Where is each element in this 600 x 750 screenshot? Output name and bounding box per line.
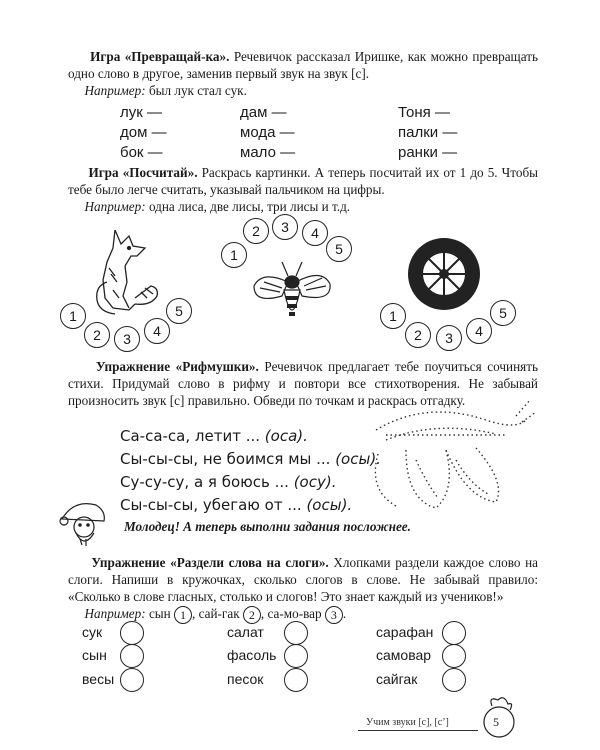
praise-text: Молодец! А теперь выполни задания посложнее.: [124, 519, 411, 534]
word-dam: дам —: [240, 104, 287, 121]
game2-paragraph: [68, 164, 538, 215]
syllable-word-suk: сук: [82, 624, 103, 640]
answer-circle-suk[interactable]: [120, 621, 144, 645]
gnome-illustration: [56, 495, 112, 551]
fox-number-3: 3: [114, 326, 140, 352]
answer-circle-samovar[interactable]: [442, 644, 466, 668]
bee-number-2: 2: [243, 218, 269, 244]
game2-title: Игра «Посчитай».: [88, 165, 198, 180]
bee-illustration: [248, 252, 338, 330]
word-malo: мало —: [240, 144, 296, 161]
wheel-number-1: 1: [380, 303, 406, 329]
wheel-number-3: 3: [436, 325, 462, 351]
poem-line-4: Сы-сы-сы, убегаю от ... (осы).: [120, 496, 353, 514]
syllable-word-sarafan: сарафан: [376, 624, 434, 640]
word-palki: палки —: [398, 124, 458, 141]
fox-number-5: 5: [166, 298, 192, 324]
fox-number-1: 1: [60, 303, 86, 329]
word-luk: лук —: [120, 104, 162, 121]
answer-circle-syn[interactable]: [120, 644, 144, 668]
game1-example-label: Например:: [84, 83, 146, 98]
bee-number-3: 3: [272, 214, 298, 240]
game2-example-label: Например:: [84, 199, 146, 214]
poem-line-1: Са-са-са, летит ... (оса).: [120, 427, 308, 445]
syllable-word-salat: салат: [227, 624, 264, 640]
dotted-wasp-illustration: [366, 390, 541, 515]
wheel-illustration: [406, 236, 482, 312]
word-tonya: Тоня —: [398, 104, 450, 121]
answer-circle-salat[interactable]: [284, 621, 308, 645]
syllable-word-fasol: фасоль: [227, 647, 277, 663]
exercise2-text: Хлопками раздели каждое слово на слоги. Напиши в кружочках, сколько слогов в слове. Не забывай правило: «Сколько в слове гласных, столько и слогов! Это знает каждый из учеников!»: [68, 555, 539, 604]
wheel-number-2: 2: [405, 322, 431, 348]
word-moda: мода —: [240, 124, 295, 141]
fox-number-2: 2: [84, 322, 110, 348]
leaf-icon: [474, 692, 524, 742]
answer-circle-fasol[interactable]: [284, 644, 308, 668]
bee-number-5: 5: [326, 236, 352, 262]
example-circle-3: 3: [325, 606, 343, 624]
exercise1-text: Речевичок предлагает тебе поучиться сочинять стихи. Придумай слово в рифму и повтори все стихотворения. Не забывай произносить звук [с] правильно. Обведи по точкам и раскрась отгадку.: [68, 359, 538, 408]
wheel-number-5: 5: [490, 300, 516, 326]
game1-text: Речевичок рассказал Иришке, как можно превращать одно слово в другое, заменив первый звук на звук [с].: [68, 49, 539, 81]
exercise1-title: Упражнение «Рифмушки».: [95, 359, 259, 374]
fox-illustration: [85, 222, 165, 322]
exercise2-example-label: Например:: [84, 606, 146, 621]
syllable-word-samovar: самовар: [376, 647, 432, 663]
wheel-number-4: 4: [466, 318, 492, 344]
game1-example-text: был лук стал сук.: [145, 83, 247, 98]
fox-number-4: 4: [144, 318, 170, 344]
example-circle-1: 1: [174, 606, 192, 624]
answer-circle-vesy[interactable]: [120, 668, 144, 692]
word-bok: бок —: [120, 144, 163, 161]
exercise2-title: Упражнение «Раздели слова на слоги».: [91, 555, 329, 570]
game2-example-text: одна лиса, две лисы, три лисы и т.д.: [145, 199, 351, 214]
page-number: 5: [493, 715, 499, 729]
answer-circle-sarafan[interactable]: [442, 621, 466, 645]
bee-number-4: 4: [302, 220, 328, 246]
syllable-word-pesok: песок: [227, 671, 264, 687]
game2-text: Раскрась картинки. А теперь посчитай их от 1 до 5. Чтобы тебе было легче считать, указывай пальчиком на цифры.: [68, 165, 539, 197]
answer-circle-pesok[interactable]: [284, 668, 308, 692]
poem-line-2: Сы-сы-сы, не боимся мы ... (осы).: [120, 450, 381, 468]
answer-circle-saygak[interactable]: [442, 668, 466, 692]
word-dom: дом —: [120, 124, 167, 141]
game1-title: Игра «Превращай-ка».: [90, 49, 230, 64]
poem-line-3: Су-су-су, а я боюсь ... (осу).: [120, 473, 337, 491]
exercise2-paragraph: Упражнение «Раздели слова на слоги». Хлопками раздели каждое слово на слоги. Напиши в кружочках, сколько слогов в слове. Не забывай правило: «Сколько в слове гласных, столько и слогов! Это знает каждый из учеников!» Например: сын 1 , сай-гак 2 , са-мо-вар 3 .: [68, 555, 539, 622]
word-ranki: ранки —: [398, 144, 458, 161]
syllable-word-saygak: сайгак: [376, 671, 418, 687]
footer-text: Учим звуки [с], [с’]: [366, 717, 449, 728]
bee-number-1: 1: [221, 242, 247, 268]
syllable-word-syn: сын: [82, 647, 107, 663]
example-circle-2: 2: [243, 606, 261, 624]
syllable-word-vesy: весы: [82, 671, 115, 687]
game1-paragraph: [68, 48, 538, 99]
